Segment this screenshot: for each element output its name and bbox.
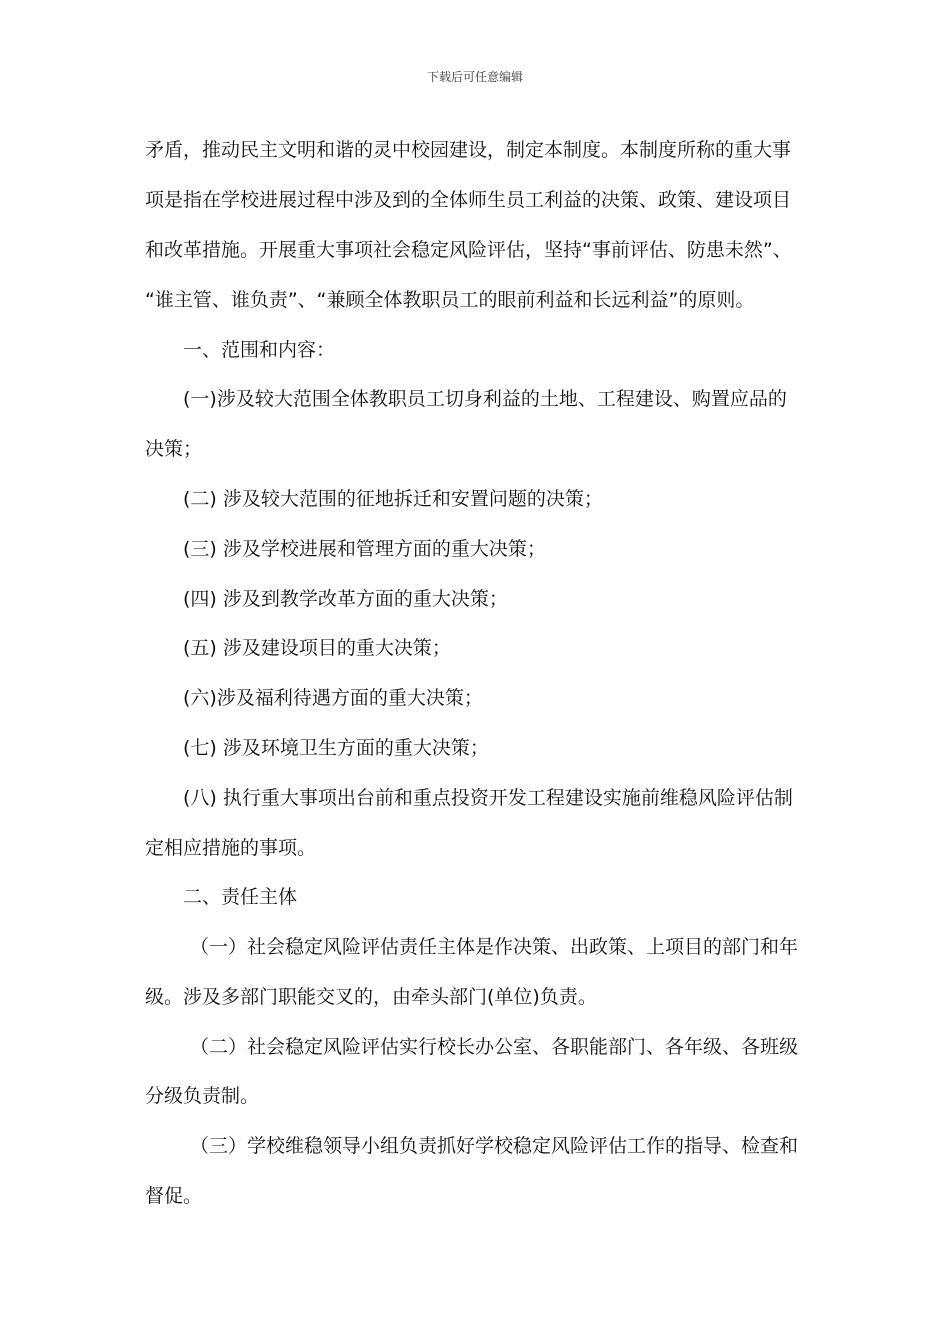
paragraph-line: 和改革措施。开展重大事项社会稳定风险评估，坚持“事前评估、防患未然”、 (145, 239, 792, 261)
list-item: (三) 涉及学校进展和管理方面的重大决策； (183, 538, 546, 560)
list-item: (六)涉及福利待遇方面的重大决策； (183, 687, 483, 709)
list-item: (四) 涉及到教学改革方面的重大决策； (183, 588, 508, 610)
list-item: (八) 执行重大事项出台前和重点投资开发工程建设实施前维稳风险评估制 (183, 787, 793, 809)
list-item-continuation: 定相应措施的事项。 (145, 837, 317, 859)
paragraph-line: “谁主管、谁负责”、“兼顾全体教职员工的眼前利益和长远利益”的原则。 (145, 289, 755, 311)
list-item-continuation: 级。涉及多部门职能交叉的，由牵头部门(单位)负责。 (145, 986, 597, 1008)
paragraph-line: 项是指在学校进展过程中涉及到的全体师生员工利益的决策、政策、建设项目 (145, 189, 792, 211)
list-item: (五) 涉及建设项目的重大决策； (183, 637, 451, 659)
list-item-continuation: 分级负责制。 (145, 1085, 260, 1107)
list-item: （一）社会稳定风险评估责任主体是作决策、出政策、上项目的部门和年 (190, 936, 799, 958)
page-header: 下载后可任意编辑 (426, 70, 523, 84)
list-item-continuation: 督促。 (145, 1185, 203, 1207)
list-item: （三）学校维稳领导小组负责抓好学校稳定风险评估工作的指导、检查和 (190, 1135, 799, 1157)
list-item: （二）社会稳定风险评估实行校长办公室、各职能部门、各年级、各班级 (190, 1036, 799, 1058)
list-item: (七) 涉及环境卫生方面的重大决策； (183, 737, 489, 759)
section-heading: 一、范围和内容： (183, 339, 336, 361)
list-item-continuation: 决策； (145, 438, 203, 460)
list-item: (一)涉及较大范围全体教职员工切身利益的土地、工程建设、购置应品的 (183, 388, 787, 410)
list-item: (二) 涉及较大范围的征地拆迁和安置问题的决策； (183, 488, 603, 510)
section-heading: 二、责任主体 (183, 886, 298, 908)
paragraph-line: 矛盾，推动民主文明和谐的灵中校园建设，制定本制度。本制度所称的重大事 (145, 139, 792, 161)
